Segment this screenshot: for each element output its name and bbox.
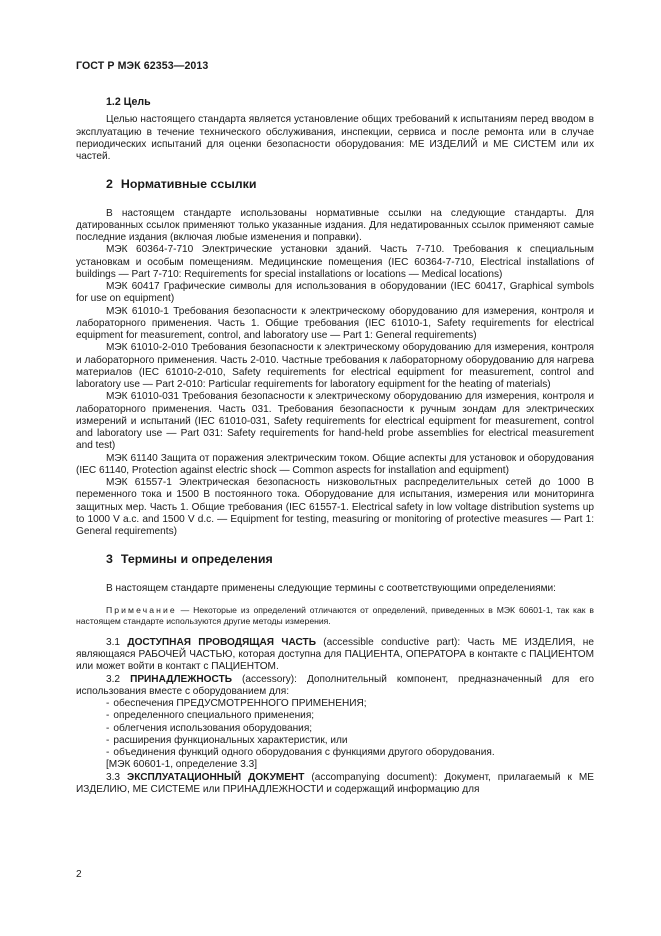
- term-3-3-number: 3.3: [106, 771, 121, 783]
- section-3-title: Термины и определения: [120, 552, 273, 567]
- term-3-2-source: [МЭК 60601-1, определение 3.3]: [106, 759, 258, 771]
- section-3-heading: [106, 553, 594, 565]
- term-3-2: [76, 674, 594, 699]
- reference-item: МЭК 61140 Защита от поражения электрическим током. Общие аспекты для установок и оборудования (IEC 61140, Protection against electric shock — Common aspects for installation and equipment): [76, 452, 594, 476]
- term-3-3-definition: (accompanying document): Документ, прилагаемый к МЕ ИЗДЕЛИЮ, МЕ СИСТЕМЕ или ПРИНАДЛЕЖНОСТИ и содержащий информацию для: [76, 771, 594, 795]
- list-item: - определенного специального применения;: [106, 710, 315, 722]
- term-3-1: [76, 637, 594, 674]
- list-item: - объединения функций одного оборудования с функциями другого оборудования.: [106, 747, 495, 758]
- list-item: - облегчения использования оборудования;: [106, 722, 313, 734]
- section-2-heading: [106, 178, 594, 190]
- page-number: 2: [76, 869, 82, 880]
- section-2-number: 2: [106, 177, 113, 192]
- term-3-1-definition: (accessible conductive part): Часть МЕ ИЗДЕЛИЯ, не являющаяся РАБОЧЕЙ ЧАСТЬЮ, которая доступна для ПАЦИЕНТА, ОПЕРАТОРА в контакте с ПАЦИЕНТОМ или может войти в контакт с ПАЦИЕНТОМ.: [76, 636, 594, 673]
- note-label: Примечание: [106, 604, 177, 615]
- list-item: - расширения функциональных характеристик, или: [106, 734, 348, 746]
- term-3-2-number: 3.2: [106, 673, 121, 685]
- reference-item: МЭК 60417 Графические символы для использования в оборудовании (IEC 60417, Graphical symbols for use on equipment): [76, 281, 594, 305]
- reference-item: МЭК 61010-2-010 Требования безопасности к электрическому оборудованию для измерения, контроля и лабораторного применения. Часть 2-010. Частные требования к лабораторному оборудованию для нагрева материалов (IEC 61010-2-010, Safety requirements for electrical equipment for measurement, control and laboratory use — Part 2-010: Particular requirements for laboratory equipment for the heating of materials): [76, 342, 594, 390]
- section-1-2-heading: 1.2 Цель: [106, 96, 151, 108]
- section-3-number: 3: [106, 552, 113, 567]
- reference-item: МЭК 60364-7-710 Электрические установки зданий. Часть 7-710. Требования к специальным установкам и особым помещениям. Медицинские помещения (IEC 60364-7-710, Electrical installations of buildings — Part 7-710: Requirements for special installations or locations — Medical locations): [76, 244, 594, 280]
- term-3-3: [76, 772, 594, 797]
- term-3-3-name: ЭКСПЛУАТАЦИОННЫЙ ДОКУМЕНТ: [127, 771, 305, 783]
- reference-item: МЭК 61010-031 Требования безопасности к электрическому оборудованию для измерения, контроля и лабораторного применения. Часть 031. Требования безопасности к ручным зондам для электрических измерений и испытаний (IEC 61010-031, Safety requirements for electrical equipment for measurement, control and laboratory use — Part 031: Safety requirements for hand-held probe assemblies for electrical measurement and test): [76, 391, 594, 452]
- document-code: ГОСТ Р МЭК 62353—2013: [76, 60, 209, 72]
- term-3-2-name: ПРИНАДЛЕЖНОСТЬ: [130, 673, 232, 685]
- reference-item: МЭК 61010-1 Требования безопасности к электрическому оборудованию для измерения, контроля и лабораторного применения. Часть 1. Общие требования (IEC 61010-1, Safety requirements for electrical equipment for measurement, control, and laboratory use — Part 1: General requirements): [76, 305, 594, 341]
- term-3-1-name: ДОСТУПНАЯ ПРОВОДЯЩАЯ ЧАСТЬ: [127, 636, 316, 648]
- note-paragraph: [76, 605, 594, 627]
- page-content: [76, 90, 594, 796]
- section-2-intro: В настоящем стандарте использованы нормативные ссылки на следующие стандарты. Для датированных ссылок применяют только указанные издания. Для недатированных ссылок применяют самые последние издания (включая любые изменения и поправки).: [76, 207, 594, 243]
- section-2-title: Нормативные ссылки: [120, 177, 257, 192]
- note-text: — Некоторые из определений отличаются от определений, приведенных в МЭК 60601-1, так как в настоящем стандарте используются другие методы измерения.: [76, 604, 594, 626]
- list-item: - обеспечения ПРЕДУСМОТРЕННОГО ПРИМЕНЕНИЯ;: [106, 698, 367, 709]
- section-3-intro: В настоящем стандарте применены следующие термины с соответствующими определениями:: [106, 582, 556, 594]
- reference-item: МЭК 61557-1 Электрическая безопасность низковольтных распределительных сетей до 1000 В переменного тока и 1500 В постоянного тока. Оборудование для испытания, измерения или мониторинга защитных мер. Часть 1. Общие требования (IEC 61557-1. Electrical safety in low voltage distribution systems up to 1000 V a.c. and 1500 V d.c. — Equipment for testing, measuring or monitoring of protective measures — Part 1: General requirements): [76, 477, 594, 537]
- section-1-2-paragraph: Целью настоящего стандарта является установление общих требований к испытаниям перед вводом в эксплуатацию в течение технического обслуживания, инспекции, сервиса и после ремонта или в случае периодических испытаний для оценки безопасности оборудования: МЕ ИЗДЕЛИЙ и МЕ СИСТЕМ или их частей.: [76, 114, 594, 162]
- term-3-1-number: 3.1: [106, 636, 121, 648]
- term-3-2-definition: (accessory): Дополнительный компонент, предназначенный для его использования вместе с оборудованием для:: [76, 673, 595, 697]
